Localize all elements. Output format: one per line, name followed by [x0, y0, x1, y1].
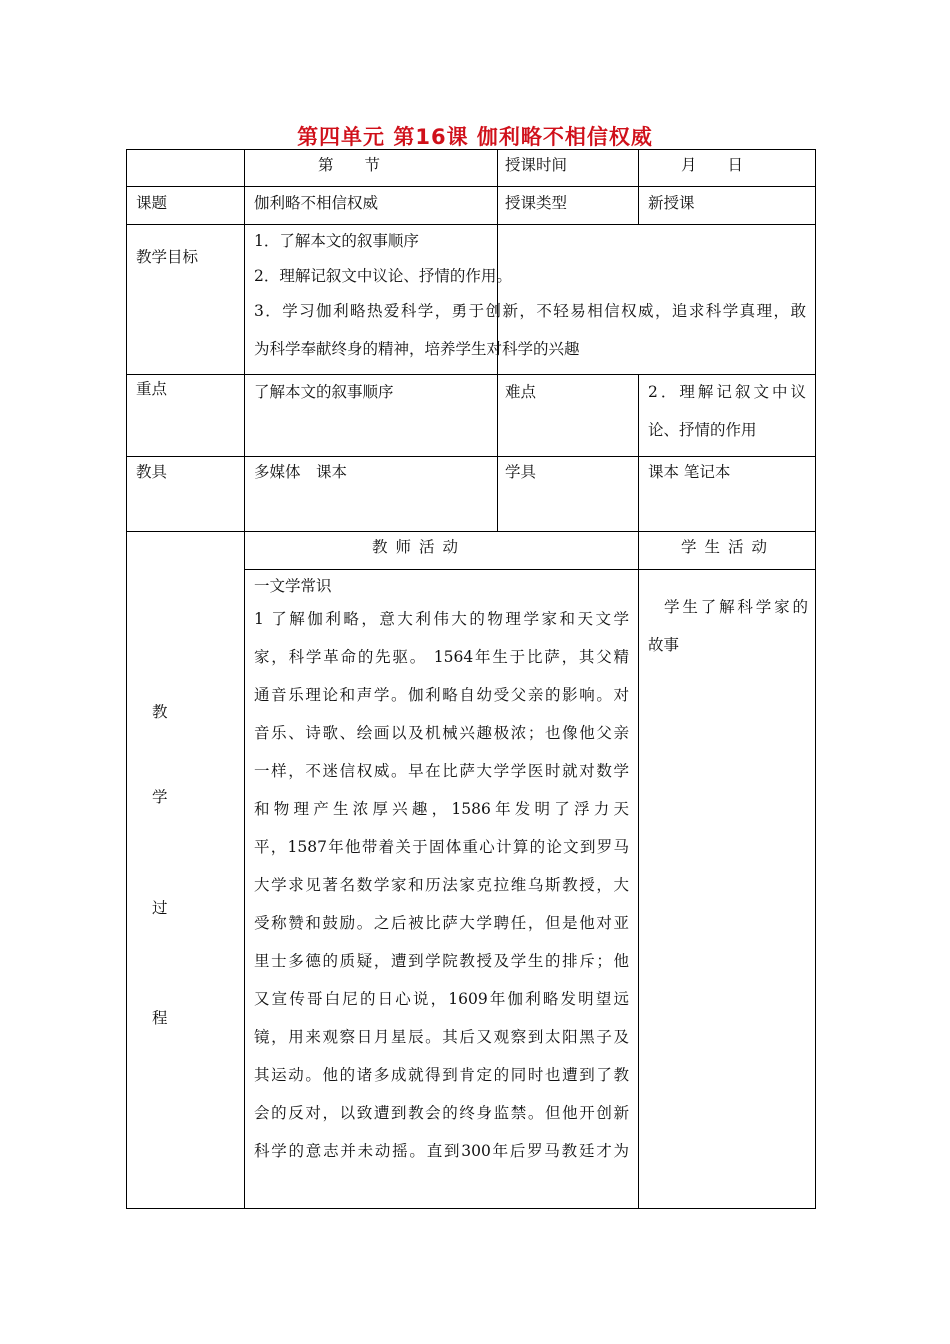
- difficulty-value: [648, 373, 806, 449]
- text-line: 大学求见著名数学家和历法家克拉维乌斯教授，大: [254, 876, 629, 894]
- process-label-char: 教: [152, 703, 168, 721]
- teacher-activity-text: [254, 600, 629, 1170]
- text-line: 平，1587年他带着关于固体重心计算的论文到罗马: [254, 838, 629, 856]
- process-label-char: 过: [152, 899, 168, 917]
- col-divider: [638, 149, 639, 225]
- table-border-right: [815, 149, 816, 1209]
- text-line: 学生了解科学家的: [664, 598, 808, 616]
- text-line: 其运动。他的诸多成就得到肯定的同时也遭到了教: [254, 1066, 629, 1084]
- text-line: 故事: [648, 636, 680, 654]
- teacher-activity-header: 教师活动: [372, 538, 467, 556]
- student-activity-text: [648, 588, 808, 664]
- table-border-top: [126, 149, 816, 150]
- student-tools-label: 学具: [505, 463, 537, 481]
- col-divider: [638, 374, 639, 532]
- row-divider: [126, 224, 816, 225]
- topic-label: 课题: [136, 194, 168, 212]
- teaching-tools-value: 多媒体 课本: [254, 463, 348, 481]
- time-label: 授课时间: [505, 156, 568, 174]
- type-label: 授课类型: [505, 194, 568, 212]
- col-divider: [244, 149, 245, 1209]
- row-divider: [126, 456, 816, 457]
- goal-line: 为科学奉献终身的精神，培养学生对科学的兴趣: [254, 340, 580, 358]
- text-line: 会的反对，以致遭到教会的终身监禁。但他开创新: [254, 1104, 629, 1122]
- text-line: 一样，不迷信权威。早在比萨大学学医时就对数学: [254, 762, 629, 780]
- goals-label: 教学目标: [136, 248, 199, 266]
- table-border-left: [126, 149, 127, 1209]
- goal-item: [254, 292, 806, 368]
- type-value: 新授课: [648, 194, 695, 212]
- difficulty-label: 难点: [505, 383, 537, 401]
- focus-label: 重点: [136, 380, 168, 398]
- text-line: 和物理产生浓厚兴趣，1586年发明了浮力天: [254, 800, 629, 818]
- process-label-char: 程: [152, 1009, 168, 1027]
- date-field: 月 日: [681, 156, 744, 174]
- text-line: 通音乐理论和声学。伽利略自幼受父亲的影响。对: [254, 686, 629, 704]
- text-line: 里士多德的质疑，遭到学院教授及学生的排斥；他: [254, 952, 629, 970]
- row-divider: [126, 186, 816, 187]
- text-line: 又宣传哥白尼的日心说，1609年伽利略发明望远: [254, 990, 629, 1008]
- text-line: 受称赞和鼓励。之后被比萨大学聘任，但是他对亚: [254, 914, 629, 932]
- row-divider: [126, 531, 816, 532]
- focus-value: 了解本文的叙事顺序: [254, 383, 394, 401]
- difficulty-line: 论、抒情的作用: [648, 421, 757, 439]
- page-title: 第四单元 第16课 伽利略不相信权威: [297, 125, 653, 149]
- text-line: 家，科学革命的先驱。 1564年生于比萨，其父精: [254, 648, 629, 666]
- text-line: 音乐、诗歌、绘画以及机械兴趣极浓；也像他父亲: [254, 724, 629, 742]
- text-line: 1 了解伽利略，意大利伟大的物理学家和天文学: [254, 610, 629, 628]
- goal-line: 3．学习伽利略热爱科学，勇于创新，不轻易相信权威，追求科学真理，敢: [254, 302, 806, 320]
- student-tools-value: 课本 笔记本: [648, 463, 731, 481]
- col-divider: [638, 531, 639, 1209]
- difficulty-line: 2．理解记叙文中议: [648, 383, 806, 401]
- text-line: 镜，用来观察日月星辰。其后又观察到太阳黑子及: [254, 1028, 629, 1046]
- teaching-tools-label: 教具: [136, 463, 168, 481]
- section-heading: 一文学常识: [254, 577, 332, 595]
- table-border-bottom: [126, 1208, 816, 1209]
- student-activity-header: 学生活动: [681, 538, 776, 556]
- topic-value: 伽利略不相信权威: [254, 194, 379, 212]
- row-divider: [244, 569, 816, 570]
- goal-item: 2．理解记叙文中议论、抒情的作用。: [254, 267, 512, 285]
- goal-item: 1．了解本文的叙事顺序: [254, 232, 419, 250]
- section-label: 第 节: [318, 156, 381, 174]
- text-line: 科学的意志并未动摇。直到300年后罗马教廷才为: [254, 1142, 629, 1160]
- process-label-char: 学: [152, 788, 168, 806]
- col-divider: [497, 374, 498, 532]
